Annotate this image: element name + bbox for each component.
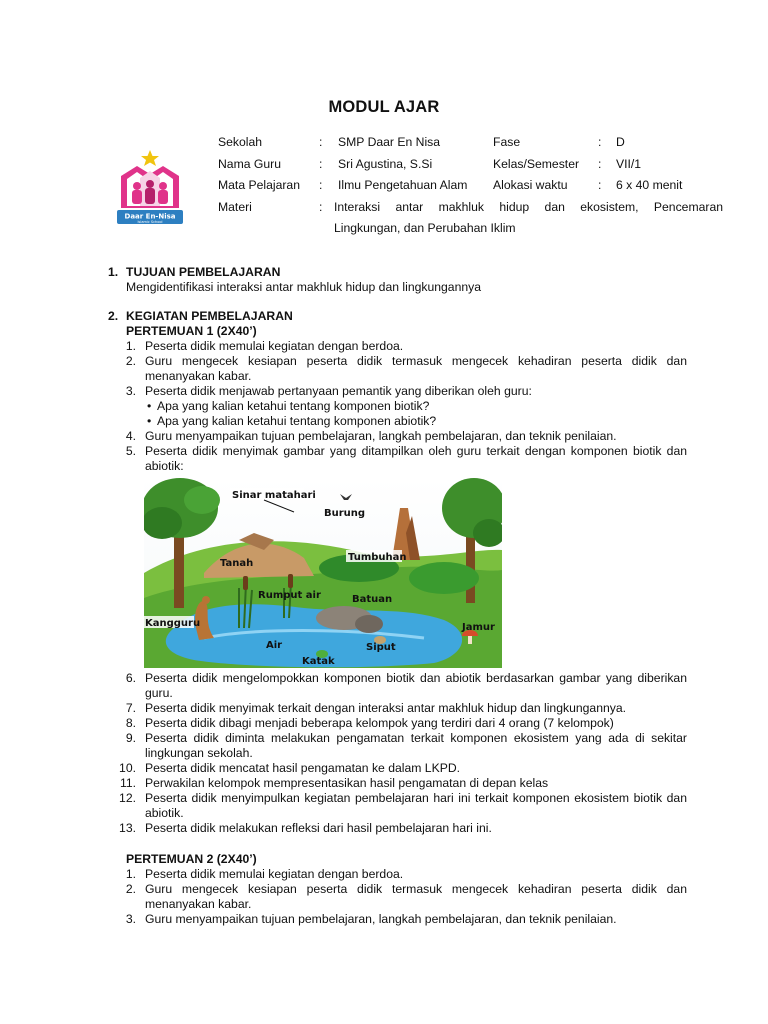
list-item-text: Guru mengecek kesiapan peserta didik termasuk mengecek kehadiran peserta didik dan menanyakan kabar. [145, 354, 687, 383]
class-label: Kelas/Semester [493, 156, 580, 171]
list-item-text: Peserta didik mengelompokkan komponen biotik dan abiotik berdasarkan gambar yang diberikan guru. [145, 671, 687, 700]
section-title: TUJUAN PEMBELAJARAN [126, 265, 281, 279]
list-item-text: Guru menyampaikan tujuan pembelajaran, langkah pembelajaran, dan teknik penilaian. [145, 429, 617, 443]
ecosystem-illustration [144, 478, 502, 668]
list-item-number: 10. [119, 761, 136, 775]
list-item [108, 671, 687, 701]
time-value: 6 x 40 menit [616, 178, 683, 192]
list-item-number: 5. [125, 444, 136, 458]
info-row-teacher [218, 157, 723, 179]
colon: : [319, 156, 323, 171]
label-mushroom: Jamur [462, 622, 495, 633]
list-item-text: Peserta didik melakukan refleksi dari hasil pembelajaran hari ini. [145, 821, 492, 835]
meeting-1-steps [108, 339, 698, 399]
list-item-text: Peserta didik mencatat hasil pengamatan ke dalam LKPD. [145, 761, 461, 775]
list-item [108, 776, 687, 791]
list-item-number: 7. [125, 701, 136, 715]
list-item [108, 791, 687, 821]
list-item-number: 3. [125, 912, 136, 926]
colon: : [319, 178, 323, 192]
list-item-number: 6. [125, 671, 136, 685]
list-item-number: 13. [119, 821, 136, 835]
list-item-text: Perwakilan kelompok mempresentasikan hasil pengamatan di depan kelas [145, 776, 549, 790]
list-item-text: Peserta didik diminta melakukan pengamatan terkait komponen ekosistem yang ada di sekitar lingkungan sekolah. [145, 731, 687, 760]
list-item [108, 882, 687, 912]
material-value-line1: Interaksi antar makhluk hidup dan ekosistem, Pencemaran [334, 199, 723, 214]
section-heading [108, 309, 698, 324]
material-label: Materi [218, 199, 252, 214]
list-item [108, 429, 687, 444]
meeting-1-steps-after-picture [108, 671, 698, 836]
meeting-2-heading: PERTEMUAN 2 (2X40’) [126, 852, 257, 866]
meeting-1-steps-continued [108, 429, 698, 474]
list-item-number: 4. [125, 429, 136, 443]
label-water: Air [266, 640, 283, 651]
list-item-number: 2. [125, 882, 136, 896]
meeting-2-steps [108, 867, 698, 927]
list-item [108, 354, 687, 384]
section-number: 1. [108, 265, 119, 279]
list-item [108, 821, 687, 836]
colon: : [598, 156, 602, 171]
teacher-label: Nama Guru [218, 156, 281, 171]
school-value: SMP Daar En Nisa [338, 135, 441, 149]
list-item-text: Peserta didik memulai kegiatan dengan berdoa. [145, 867, 404, 881]
question-item: • Apa yang kalian ketahui tentang komponen biotik? [145, 399, 698, 414]
info-row-material [218, 200, 723, 242]
label-sun: Sinar matahari [232, 490, 316, 501]
class-value: VII/1 [616, 156, 642, 171]
label-snail: Siput [366, 642, 396, 653]
label-bird: Burung [324, 508, 366, 519]
question-item: • Apa yang kalian ketahui tentang komponen abiotik? [145, 414, 698, 429]
list-item [108, 716, 687, 731]
section-learning-activities [108, 309, 698, 927]
list-item-number: 12. [119, 791, 136, 805]
list-item-text: Guru mengecek kesiapan peserta didik termasuk mengecek kehadiran peserta didik dan menanyakan kabar. [145, 882, 687, 911]
teacher-value: Sri Agustina, S.Si [338, 156, 433, 171]
colon: : [598, 178, 602, 192]
list-item-text: Peserta didik dibagi menjadi beberapa kelompok yang terdiri dari 4 orang (7 kelompok) [145, 716, 614, 730]
list-item [108, 731, 687, 761]
list-item-number: 2. [125, 354, 136, 368]
colon: : [598, 135, 602, 149]
label-kangaroo: Kangguru [145, 618, 201, 629]
question-list [108, 399, 698, 429]
list-item-text: Peserta didik menjawab pertanyaan pemantik yang diberikan oleh guru: [145, 384, 532, 398]
list-item-text: Peserta didik memulai kegiatan dengan berdoa. [145, 339, 404, 353]
subject-label: Mata Pelajaran [218, 178, 300, 192]
list-item-text: Guru menyampaikan tujuan pembelajaran, langkah pembelajaran, dan teknik penilaian. [145, 912, 617, 926]
label-soil: Tanah [220, 558, 254, 569]
label-plant: Tumbuhan [348, 552, 407, 563]
subject-value: Ilmu Pengetahuan Alam [338, 178, 468, 192]
label-frog: Katak [302, 656, 335, 667]
label-grass: Rumput air [258, 590, 321, 601]
section-learning-objective [108, 265, 698, 295]
info-row-subject [218, 178, 723, 200]
list-item-number: 1. [125, 867, 136, 881]
section-heading [108, 265, 698, 280]
list-item-text: Peserta didik menyimak gambar yang ditampilkan oleh guru terkait dengan komponen biotik dan abiotik: [145, 444, 687, 473]
school-logo [113, 150, 187, 228]
list-item-number: 11. [119, 776, 136, 790]
identity-table [218, 135, 723, 242]
list-item-number: 8. [125, 716, 136, 730]
list-item [108, 444, 687, 474]
list-item-number: 9. [125, 731, 136, 745]
list-item-text: Peserta didik menyimak terkait dengan interaksi antar makhluk hidup dan lingkungannya. [145, 701, 627, 715]
list-item [108, 867, 687, 882]
list-item-number: 1. [125, 339, 136, 353]
list-item [108, 701, 687, 716]
list-item [108, 761, 687, 776]
section-title: KEGIATAN PEMBELAJARAN [126, 309, 293, 323]
objective-text: Mengidentifikasi interaksi antar makhluk hidup dan lingkungannya [126, 280, 482, 294]
colon: : [319, 135, 323, 149]
material-value-line2: Lingkungan, dan Perubahan Iklim [334, 220, 516, 235]
list-item-number: 3. [125, 384, 136, 398]
section-number: 2. [108, 309, 119, 323]
list-item-text: Peserta didik menyimpulkan kegiatan pembelajaran hari ini terkait komponen ekosistem biotik dan abiotik. [145, 791, 687, 820]
document-title: MODUL AJAR [328, 98, 440, 116]
logo-text: Daar En-Nisa [124, 212, 176, 221]
time-label: Alokasi waktu [493, 178, 568, 192]
meeting-1-heading: PERTEMUAN 1 (2X40’) [126, 324, 257, 338]
phase-value: D [616, 135, 625, 149]
school-label: Sekolah [218, 135, 263, 149]
label-rock: Batuan [352, 594, 393, 605]
list-item [108, 912, 687, 927]
colon: : [319, 199, 323, 214]
info-row-school [218, 135, 723, 157]
logo-subtext: Islamic School [137, 220, 163, 224]
list-item [108, 339, 687, 354]
phase-label: Fase [493, 135, 521, 149]
list-item [108, 384, 687, 399]
